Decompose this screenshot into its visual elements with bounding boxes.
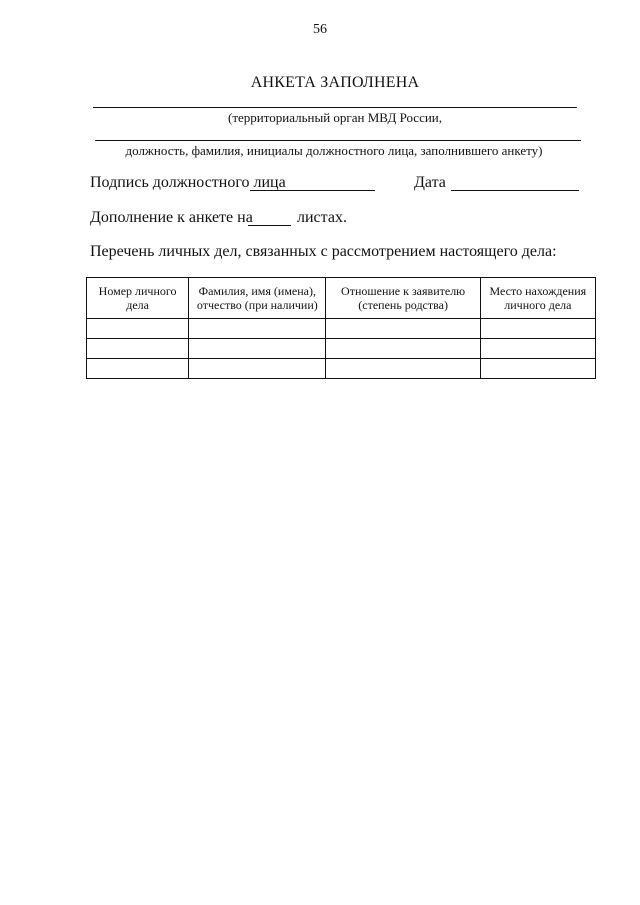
table-row	[87, 359, 596, 379]
signature-row	[90, 174, 590, 196]
table-cell	[326, 339, 480, 359]
supplement-suffix: листах.	[297, 209, 347, 226]
form-title: АНКЕТА ЗАПОЛНЕНА	[250, 74, 420, 91]
official-caption: должность, фамилия, инициалы должностного лица, заполнившего анкету)	[125, 143, 543, 158]
table-cell	[189, 319, 326, 339]
supplement-label: Дополнение к анкете на	[90, 209, 253, 226]
signature-blank	[250, 190, 375, 191]
signature-label: Подпись должностного лица	[90, 174, 286, 191]
header-relation: Отношение к заявителю (степень родства)	[326, 278, 480, 319]
table-cell	[480, 319, 595, 339]
table-cell	[189, 359, 326, 379]
personal-cases-table	[86, 277, 596, 379]
case-list-heading: Перечень личных дел, связанных с рассмотрением настоящего дела:	[90, 243, 557, 260]
header-case-location: Место нахождения личного дела	[480, 278, 595, 319]
table-cell	[326, 359, 480, 379]
territorial-body-line	[93, 107, 577, 108]
territorial-body-caption: (территориальный орган МВД России,	[228, 110, 442, 125]
header-full-name: Фамилия, имя (имена), отчество (при наличии)	[189, 278, 326, 319]
table-row	[87, 319, 596, 339]
table-row	[87, 339, 596, 359]
table-cell	[87, 319, 189, 339]
table-header-row	[87, 278, 596, 319]
table-cell	[87, 339, 189, 359]
table-cell	[87, 359, 189, 379]
supplement-row	[90, 209, 490, 231]
page-number: 56	[313, 22, 327, 37]
header-case-number: Номер личного дела	[87, 278, 189, 319]
table-cell	[480, 339, 595, 359]
date-label: Дата	[414, 174, 446, 191]
table-cell	[326, 319, 480, 339]
table-cell	[480, 359, 595, 379]
supplement-sheets-blank	[248, 225, 291, 226]
official-line	[95, 140, 581, 141]
date-blank	[451, 190, 579, 191]
table-cell	[189, 339, 326, 359]
